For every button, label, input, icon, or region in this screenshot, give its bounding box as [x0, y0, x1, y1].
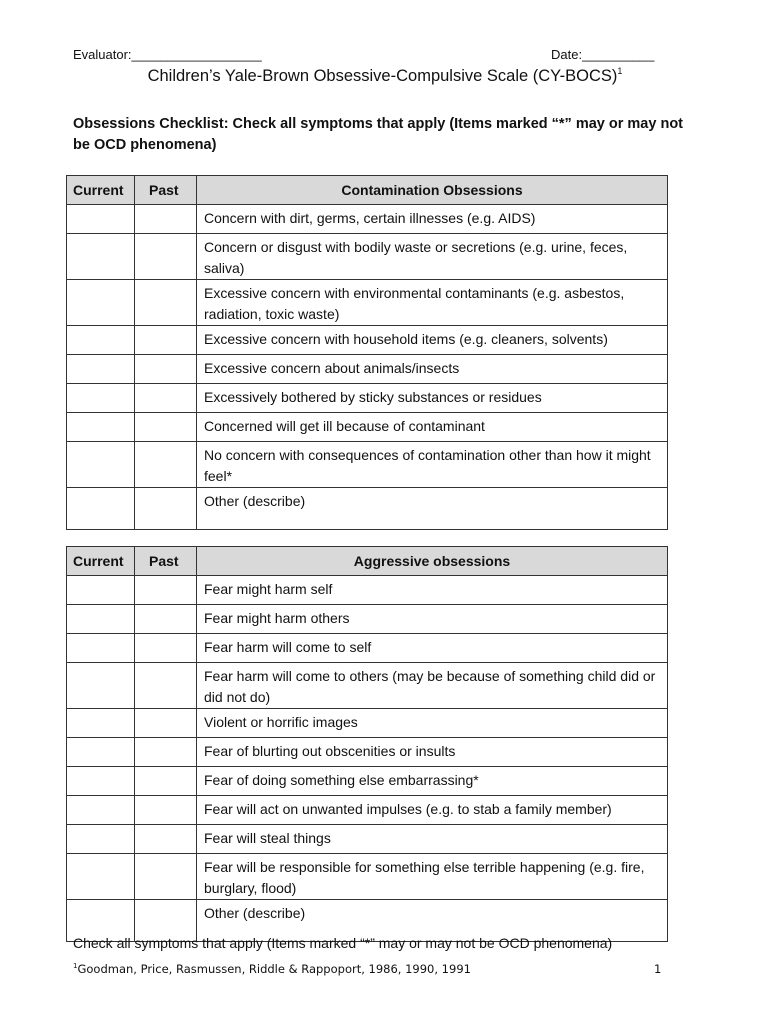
current-checkbox-cell[interactable]: [67, 605, 135, 634]
checklist-row: [67, 413, 668, 442]
past-checkbox-cell[interactable]: [135, 634, 197, 663]
symptom-label: Concern or disgust with bodily waste or secretions (e.g. urine, feces, saliva): [197, 234, 668, 280]
checklist-row: [67, 384, 668, 413]
checklist-row: [67, 576, 668, 605]
title-text: Children’s Yale-Brown Obsessive-Compulsive Scale (CY-BOCS): [147, 67, 618, 85]
current-checkbox-cell[interactable]: [67, 796, 135, 825]
current-checkbox-cell[interactable]: [67, 384, 135, 413]
date-field: Date:__________: [551, 47, 655, 62]
checklist-row: [67, 205, 668, 234]
symptom-label: Excessive concern about animals/insects: [197, 355, 668, 384]
past-checkbox-cell[interactable]: [135, 234, 197, 280]
current-checkbox-cell[interactable]: [67, 634, 135, 663]
symptom-label: Excessive concern with household items (e.g. cleaners, solvents): [197, 326, 668, 355]
checklist-row: [67, 634, 668, 663]
checklist-row: [67, 488, 668, 530]
symptom-label: Fear will be responsible for something else terrible happening (e.g. fire, burglary, flood): [197, 854, 668, 900]
table-header-row: [67, 176, 668, 205]
past-checkbox-cell[interactable]: [135, 709, 197, 738]
checklist-row: [67, 854, 668, 900]
symptom-label: Violent or horrific images: [197, 709, 668, 738]
aggressive-obsessions-table: [66, 546, 668, 942]
symptom-label: Fear will act on unwanted impulses (e.g. to stab a family member): [197, 796, 668, 825]
column-header-past: Past: [135, 176, 197, 205]
checklist-row: [67, 326, 668, 355]
checklist-row: [67, 605, 668, 634]
symptom-label: Excessively bothered by sticky substances or residues: [197, 384, 668, 413]
past-checkbox-cell[interactable]: [135, 576, 197, 605]
section-heading: Aggressive obsessions: [197, 547, 668, 576]
current-checkbox-cell[interactable]: [67, 442, 135, 488]
past-checkbox-cell[interactable]: [135, 663, 197, 709]
checklist-row: [67, 825, 668, 854]
symptom-label: Concern with dirt, germs, certain illnesses (e.g. AIDS): [197, 205, 668, 234]
checklist-row: [67, 280, 668, 326]
current-checkbox-cell[interactable]: [67, 825, 135, 854]
symptom-label: Concerned will get ill because of contaminant: [197, 413, 668, 442]
past-checkbox-cell[interactable]: [135, 796, 197, 825]
current-checkbox-cell[interactable]: [67, 326, 135, 355]
checklist-row: [67, 234, 668, 280]
footnote-marker: 1: [73, 962, 78, 970]
past-checkbox-cell[interactable]: [135, 280, 197, 326]
title-footnote-marker: 1: [617, 66, 623, 76]
table-header-row: [67, 547, 668, 576]
symptom-label: Excessive concern with environmental contaminants (e.g. asbestos, radiation, toxic waste): [197, 280, 668, 326]
past-checkbox-cell[interactable]: [135, 605, 197, 634]
past-checkbox-cell[interactable]: [135, 413, 197, 442]
footnote-text: Goodman, Price, Rasmussen, Riddle & Rappoport, 1986, 1990, 1991: [77, 962, 471, 976]
current-checkbox-cell[interactable]: [67, 576, 135, 605]
past-checkbox-cell[interactable]: [135, 825, 197, 854]
checklist-row: [67, 796, 668, 825]
symptom-label: Fear might harm others: [197, 605, 668, 634]
past-checkbox-cell[interactable]: [135, 738, 197, 767]
current-checkbox-cell[interactable]: [67, 205, 135, 234]
symptom-label: Fear will steal things: [197, 825, 668, 854]
current-checkbox-cell[interactable]: [67, 709, 135, 738]
past-checkbox-cell[interactable]: [135, 384, 197, 413]
symptom-label: Fear harm will come to others (may be because of something child did or did not do): [197, 663, 668, 709]
page-title: [0, 66, 770, 86]
past-checkbox-cell[interactable]: [135, 355, 197, 384]
current-checkbox-cell[interactable]: [67, 234, 135, 280]
symptom-label: Fear harm will come to self: [197, 634, 668, 663]
checklist-row: [67, 709, 668, 738]
checklist-row: [67, 442, 668, 488]
symptom-label: Fear of blurting out obscenities or insults: [197, 738, 668, 767]
current-checkbox-cell[interactable]: [67, 280, 135, 326]
page-number: 1: [654, 962, 662, 976]
symptom-label: No concern with consequences of contamination other than how it might feel*: [197, 442, 668, 488]
citation-footnote: [73, 962, 471, 976]
footer-instructions: Check all symptoms that apply (Items marked “*” may or may not be OCD phenomena): [73, 935, 613, 951]
past-checkbox-cell[interactable]: [135, 854, 197, 900]
section-heading: Contamination Obsessions: [197, 176, 668, 205]
current-checkbox-cell[interactable]: [67, 767, 135, 796]
checklist-instructions: Obsessions Checklist: Check all symptoms that apply (Items marked “*” may or may not be OCD phenomena): [73, 116, 684, 153]
symptom-label: Fear of doing something else embarrassing*: [197, 767, 668, 796]
checklist-row: [67, 738, 668, 767]
checklist-row: [67, 663, 668, 709]
current-checkbox-cell[interactable]: [67, 413, 135, 442]
symptom-label: Other (describe): [197, 488, 668, 530]
past-checkbox-cell[interactable]: [135, 488, 197, 530]
column-header-past: Past: [135, 547, 197, 576]
current-checkbox-cell[interactable]: [67, 355, 135, 384]
past-checkbox-cell[interactable]: [135, 767, 197, 796]
past-checkbox-cell[interactable]: [135, 205, 197, 234]
current-checkbox-cell[interactable]: [67, 663, 135, 709]
past-checkbox-cell[interactable]: [135, 442, 197, 488]
evaluator-field: Evaluator:__________________: [73, 47, 262, 62]
current-checkbox-cell[interactable]: [67, 488, 135, 530]
column-header-current: Current: [67, 176, 135, 205]
symptom-label: Fear might harm self: [197, 576, 668, 605]
contamination-obsessions-table: [66, 175, 668, 530]
current-checkbox-cell[interactable]: [67, 854, 135, 900]
past-checkbox-cell[interactable]: [135, 326, 197, 355]
symptom-label: Other (describe): [197, 900, 668, 942]
current-checkbox-cell[interactable]: [67, 738, 135, 767]
checklist-row: [67, 767, 668, 796]
column-header-current: Current: [67, 547, 135, 576]
checklist-row: [67, 355, 668, 384]
